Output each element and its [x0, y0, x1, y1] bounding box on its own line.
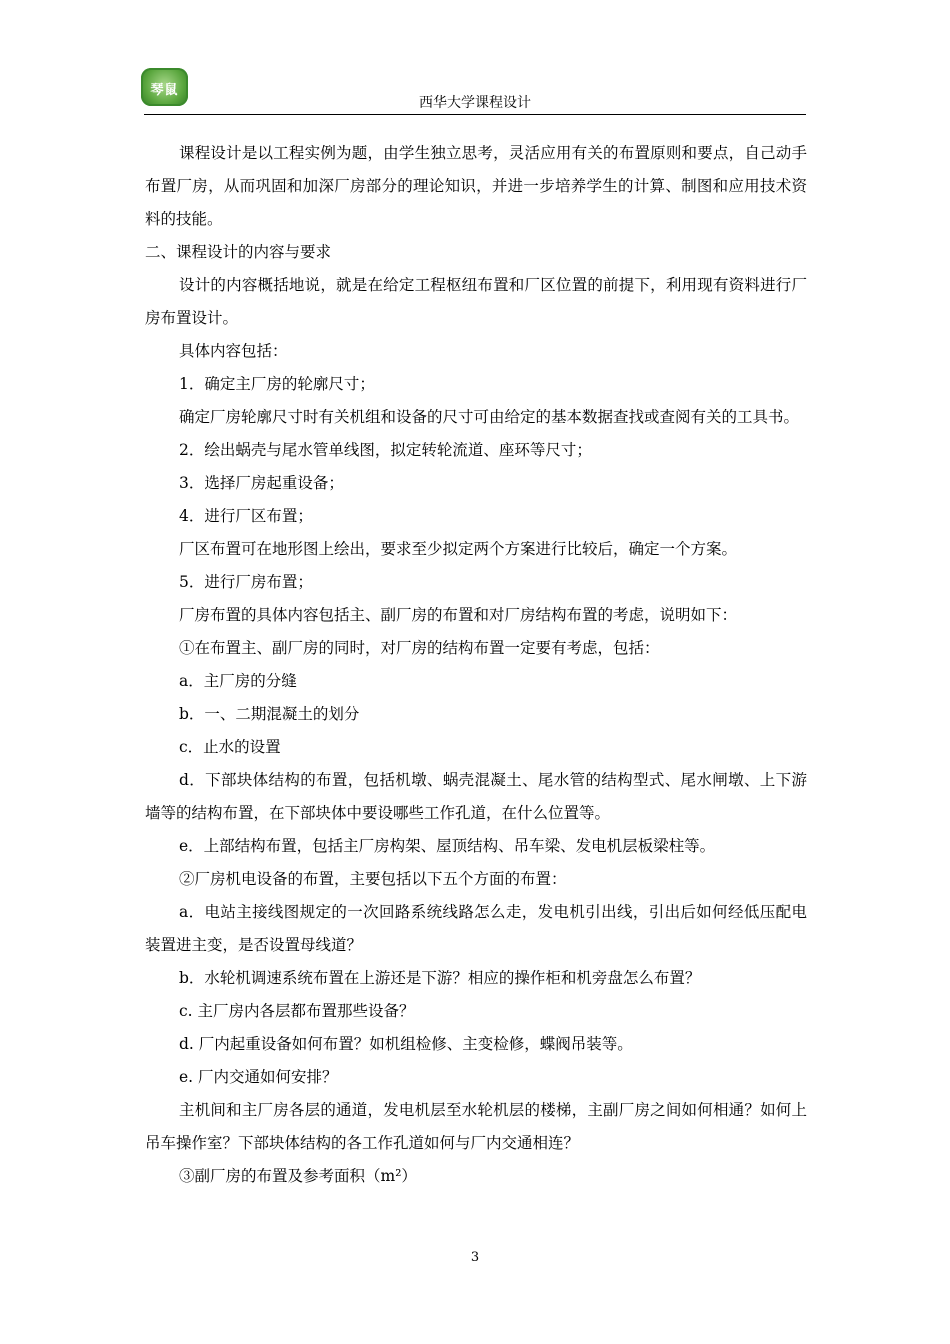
list-item: d．下部块体结构的布置，包括机墩、蜗壳混凝土、尾水管的结构型式、尾水闸墩、上下游墙等的结构布置，在下部块体中要设哪些工作孔道，在什么位置等。 — [145, 771, 807, 822]
page-header-title: 西华大学课程设计 — [419, 95, 531, 111]
paragraph: 课程设计是以工程实例为题，由学生独立思考，灵活应用有关的布置原则和要点，自己动手布置厂房，从而巩固和加深厂房部分的理论知识，并进一步培养学生的计算、制图和应用技术资料的技能。 — [145, 144, 807, 228]
paragraph: 设计的内容概括地说，就是在给定工程枢纽布置和厂区位置的前提下，利用现有资料进行厂房布置设计。 — [145, 276, 807, 327]
paragraph: 厂区布置可在地形图上绘出，要求至少拟定两个方案进行比较后，确定一个方案。 — [179, 540, 738, 558]
list-item: d. 厂内起重设备如何布置？如机组检修、主变检修，蝶阀吊装等。 — [179, 1035, 633, 1053]
logo-text: 琴鼠 — [150, 83, 179, 98]
list-item: 1．确定主厂房的轮廓尺寸； — [179, 375, 375, 393]
list-item: 2．绘出蜗壳与尾水管单线图，拟定转轮流道、座环等尺寸； — [179, 441, 592, 459]
list-item: 4．进行厂区布置； — [179, 507, 313, 525]
list-item: e．上部结构布置，包括主厂房构架、屋顶结构、吊车梁、发电机层板梁柱等。 — [179, 837, 716, 855]
paragraph: ①在布置主、副厂房的同时，对厂房的结构布置一定要有考虑，包括： — [179, 639, 660, 657]
list-item: b．一、二期混凝土的划分 — [179, 705, 360, 723]
paragraph: 具体内容包括： — [179, 342, 288, 360]
list-item: a．主厂房的分缝 — [179, 672, 297, 690]
list-item: e. 厂内交通如何安排？ — [179, 1068, 338, 1086]
paragraph: 主机间和主厂房各层的通道，发电机层至水轮机层的楼梯，主副厂房之间如何相通？如何上吊车操作室？下部块体结构的各工作孔道如何与厂内交通相连？ — [145, 1101, 807, 1152]
page-number: 3 — [470, 1250, 480, 1265]
section-heading: 二、课程设计的内容与要求 — [145, 243, 332, 261]
list-item: 5．进行厂房布置； — [179, 573, 313, 591]
list-item: b．水轮机调速系统布置在上游还是下游？相应的操作柜和机旁盘怎么布置？ — [179, 969, 701, 987]
list-item: 3．选择厂房起重设备； — [179, 474, 344, 492]
paragraph: 厂房布置的具体内容包括主、副厂房的布置和对厂房结构布置的考虑，说明如下： — [179, 606, 738, 624]
list-item: a．电站主接线图规定的一次回路系统线路怎么走，发电机引出线，引出后如何经低压配电装置进主变，是否设置母线道？ — [145, 903, 807, 954]
list-item: c．止水的设置 — [179, 738, 281, 756]
paragraph: ②厂房机电设备的布置，主要包括以下五个方面的布置： — [179, 870, 567, 888]
document-body — [145, 137, 807, 1193]
paragraph: 确定厂房轮廓尺寸时有关机组和设备的尺寸可由给定的基本数据查找或查阅有关的工具书。 — [179, 408, 800, 426]
paragraph: ③副厂房的布置及参考面积（m²） — [179, 1167, 417, 1185]
list-item: c. 主厂房内各层都布置那些设备？ — [179, 1002, 415, 1020]
header-divider — [144, 114, 806, 115]
